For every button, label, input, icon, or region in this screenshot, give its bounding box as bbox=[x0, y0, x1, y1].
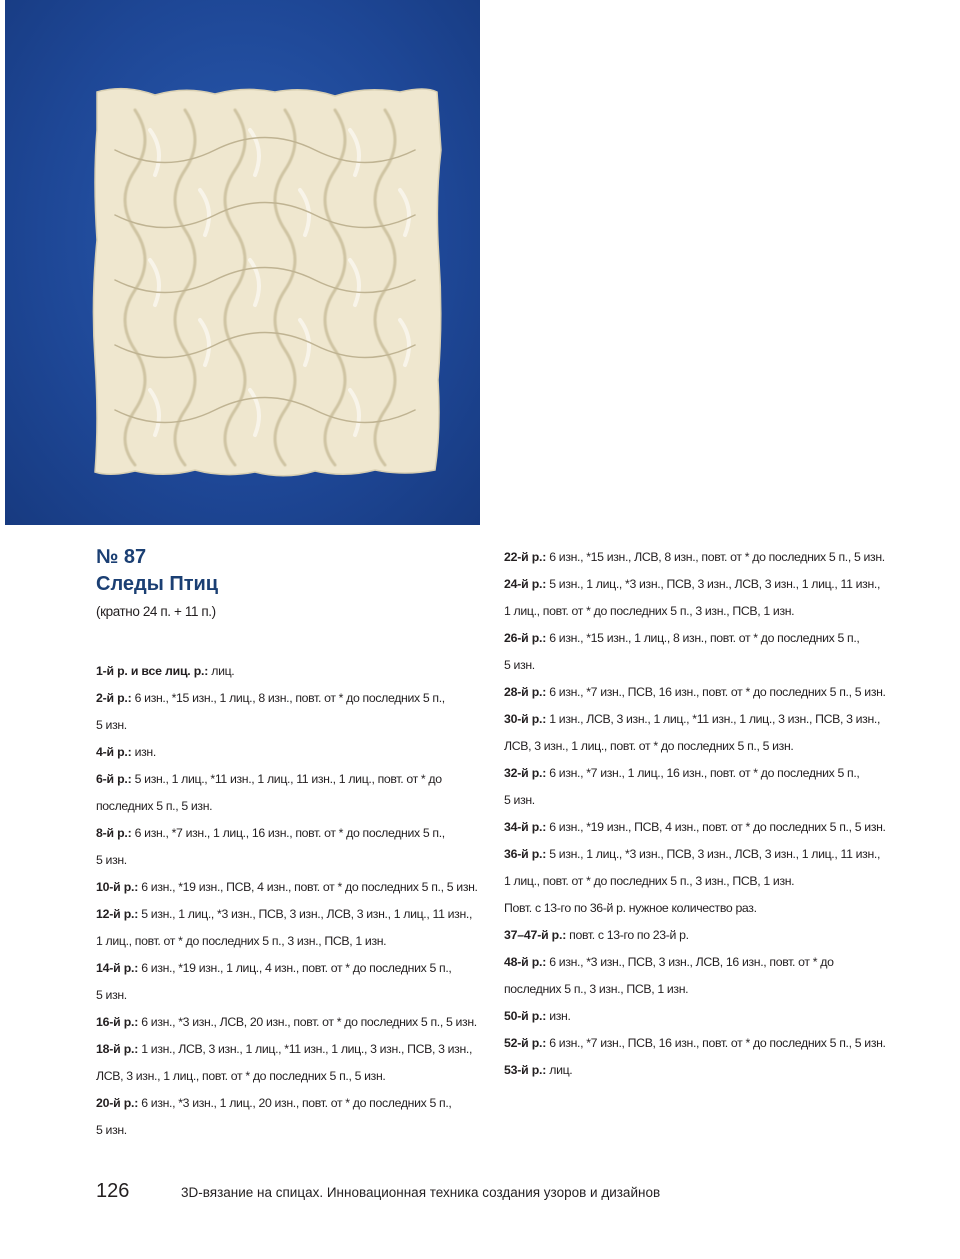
row-text: 1 изн., ЛСВ, 3 изн., 1 лиц., *11 изн., 1 лиц., 3 изн., ПСВ, 3 изн., bbox=[138, 1042, 473, 1056]
instruction-row bbox=[96, 793, 481, 820]
row-text: 5 изн., 1 лиц., *3 изн., ПСВ, 3 изн., ЛСВ, 3 изн., 1 лиц., 11 изн., bbox=[546, 847, 881, 861]
instruction-row bbox=[96, 982, 481, 1009]
row-label: 26-й р.: bbox=[504, 631, 547, 645]
row-label: 20-й р.: bbox=[96, 1096, 139, 1110]
row-text: 6 изн., *3 изн., ЛСВ, 20 изн., повт. от * до последних 5 п., 5 изн. bbox=[138, 1015, 477, 1029]
instruction-row bbox=[96, 874, 481, 901]
instruction-row bbox=[504, 760, 896, 787]
row-text: последних 5 п., 3 изн., ПСВ, 1 изн. bbox=[504, 982, 689, 996]
row-text: 6 изн., *7 изн., ПСВ, 16 изн., повт. от * до последних 5 п., 5 изн. bbox=[546, 685, 886, 699]
row-label: 30-й р.: bbox=[504, 712, 547, 726]
row-text: 6 изн., *15 изн., 1 лиц., 8 изн., повт. от * до последних 5 п., bbox=[546, 631, 860, 645]
instruction-row bbox=[96, 820, 481, 847]
instruction-row bbox=[504, 652, 896, 679]
pattern-stitch-multiple: (кратно 24 п. + 11 п.) bbox=[96, 604, 216, 619]
row-text: 1 изн., ЛСВ, 3 изн., 1 лиц., *11 изн., 1 лиц., 3 изн., ПСВ, 3 изн., bbox=[546, 712, 881, 726]
row-text: 5 изн., 1 лиц., *3 изн., ПСВ, 3 изн., ЛСВ, 3 изн., 1 лиц., 11 изн., bbox=[546, 577, 881, 591]
row-label: 12-й р.: bbox=[96, 907, 139, 921]
row-text: 1 лиц., повт. от * до последних 5 п., 3 изн., ПСВ, 1 изн. bbox=[504, 874, 795, 888]
row-label: 2-й р.: bbox=[96, 691, 132, 705]
instruction-row bbox=[96, 1063, 481, 1090]
row-text: изн. bbox=[131, 745, 156, 759]
instruction-row bbox=[96, 1090, 481, 1117]
row-text: 5 изн. bbox=[96, 853, 127, 867]
row-text: 5 изн. bbox=[96, 1123, 127, 1137]
instruction-row bbox=[96, 1117, 481, 1144]
instruction-row bbox=[96, 955, 481, 982]
row-text: 5 изн. bbox=[96, 718, 127, 732]
row-text: 5 изн. bbox=[504, 793, 535, 807]
page-number: 126 bbox=[96, 1180, 130, 1202]
instruction-row bbox=[504, 787, 896, 814]
row-text: 6 изн., *3 изн., 1 лиц., 20 изн., повт. от * до последних 5 п., bbox=[138, 1096, 452, 1110]
instruction-row bbox=[96, 739, 481, 766]
instruction-row bbox=[504, 1003, 896, 1030]
row-text: 6 изн., *7 изн., ПСВ, 16 изн., повт. от * до последних 5 п., 5 изн. bbox=[546, 1036, 886, 1050]
row-text: 6 изн., *19 изн., ПСВ, 4 изн., повт. от * до последних 5 п., 5 изн. bbox=[138, 880, 478, 894]
row-label: 4-й р.: bbox=[96, 745, 132, 759]
row-label: 1-й р. и все лиц. р.: bbox=[96, 664, 209, 678]
row-text: 5 изн., 1 лиц., *11 изн., 1 лиц., 11 изн., 1 лиц., повт. от * до bbox=[131, 772, 442, 786]
row-text: 1 лиц., повт. от * до последних 5 п., 3 изн., ПСВ, 1 изн. bbox=[504, 604, 795, 618]
instruction-row bbox=[96, 766, 481, 793]
row-text: 5 изн., 1 лиц., *3 изн., ПСВ, 3 изн., ЛСВ, 3 изн., 1 лиц., 11 изн., bbox=[138, 907, 473, 921]
instruction-row bbox=[504, 571, 896, 598]
row-text: 6 изн., *15 изн., 1 лиц., 8 изн., повт. от * до последних 5 п., bbox=[131, 691, 445, 705]
instruction-row bbox=[96, 847, 481, 874]
row-label: 22-й р.: bbox=[504, 550, 547, 564]
row-text: лиц. bbox=[546, 1063, 573, 1077]
row-text: повт. с 13-го по 23-й р. bbox=[566, 928, 689, 942]
row-text: 6 изн., *7 изн., 1 лиц., 16 изн., повт. от * до последних 5 п., bbox=[131, 826, 445, 840]
row-label: 16-й р.: bbox=[96, 1015, 139, 1029]
instruction-row bbox=[504, 976, 896, 1003]
instruction-row bbox=[96, 658, 481, 685]
instruction-row bbox=[504, 814, 896, 841]
instruction-row bbox=[504, 598, 896, 625]
swatch-photo bbox=[5, 0, 480, 525]
instruction-row bbox=[96, 685, 481, 712]
instruction-row bbox=[504, 625, 896, 652]
instruction-row bbox=[96, 901, 481, 928]
instruction-row bbox=[504, 544, 896, 571]
row-text: Повт. с 13-го по 36-й р. нужное количество раз. bbox=[504, 901, 757, 915]
instruction-row bbox=[504, 949, 896, 976]
row-label: 48-й р.: bbox=[504, 955, 547, 969]
row-text: изн. bbox=[546, 1009, 571, 1023]
instruction-row bbox=[504, 733, 896, 760]
instruction-row bbox=[504, 841, 896, 868]
row-label: 34-й р.: bbox=[504, 820, 547, 834]
row-text: лиц. bbox=[208, 664, 235, 678]
row-label: 50-й р.: bbox=[504, 1009, 547, 1023]
row-text: 6 изн., *7 изн., 1 лиц., 16 изн., повт. от * до последних 5 п., bbox=[546, 766, 860, 780]
instruction-row bbox=[504, 706, 896, 733]
row-label: 6-й р.: bbox=[96, 772, 132, 786]
row-text: 6 изн., *19 изн., ПСВ, 4 изн., повт. от * до последних 5 п., 5 изн. bbox=[546, 820, 886, 834]
row-label: 37–47-й р.: bbox=[504, 928, 567, 942]
pattern-number: № 87 bbox=[96, 546, 147, 568]
row-label: 53-й р.: bbox=[504, 1063, 547, 1077]
pattern-title: Следы Птиц bbox=[96, 573, 219, 595]
row-label: 14-й р.: bbox=[96, 961, 139, 975]
row-label: 18-й р.: bbox=[96, 1042, 139, 1056]
instruction-row bbox=[96, 1009, 481, 1036]
knitted-swatch-image bbox=[5, 0, 480, 525]
instruction-row bbox=[96, 1036, 481, 1063]
row-label: 28-й р.: bbox=[504, 685, 547, 699]
row-text: 1 лиц., повт. от * до последних 5 п., 3 изн., ПСВ, 1 изн. bbox=[96, 934, 387, 948]
row-text: 6 изн., *19 изн., 1 лиц., 4 изн., повт. от * до последних 5 п., bbox=[138, 961, 452, 975]
row-text: ЛСВ, 3 изн., 1 лиц., повт. от * до последних 5 п., 5 изн. bbox=[96, 1069, 386, 1083]
row-label: 36-й р.: bbox=[504, 847, 547, 861]
instruction-row bbox=[504, 1057, 896, 1084]
instruction-row bbox=[504, 868, 896, 895]
row-text: 5 изн. bbox=[504, 658, 535, 672]
instruction-row bbox=[504, 922, 896, 949]
instructions-left-column bbox=[96, 658, 481, 1144]
instruction-row bbox=[504, 679, 896, 706]
instructions-right-column bbox=[504, 544, 896, 1084]
row-text: 6 изн., *15 изн., ЛСВ, 8 изн., повт. от * до последних 5 п., 5 изн. bbox=[546, 550, 885, 564]
row-text: 6 изн., *3 изн., ПСВ, 3 изн., ЛСВ, 16 изн., повт. от * до bbox=[546, 955, 834, 969]
row-label: 10-й р.: bbox=[96, 880, 139, 894]
row-label: 24-й р.: bbox=[504, 577, 547, 591]
row-text: ЛСВ, 3 изн., 1 лиц., повт. от * до последних 5 п., 5 изн. bbox=[504, 739, 794, 753]
row-text: последних 5 п., 5 изн. bbox=[96, 799, 213, 813]
row-label: 32-й р.: bbox=[504, 766, 547, 780]
instruction-row bbox=[96, 928, 481, 955]
instruction-row bbox=[504, 895, 896, 922]
row-text: 5 изн. bbox=[96, 988, 127, 1002]
row-label: 8-й р.: bbox=[96, 826, 132, 840]
book-title: 3D-вязание на спицах. Инновационная техника создания узоров и дизайнов bbox=[181, 1185, 661, 1200]
instruction-row bbox=[504, 1030, 896, 1057]
row-label: 52-й р.: bbox=[504, 1036, 547, 1050]
instruction-row bbox=[96, 712, 481, 739]
